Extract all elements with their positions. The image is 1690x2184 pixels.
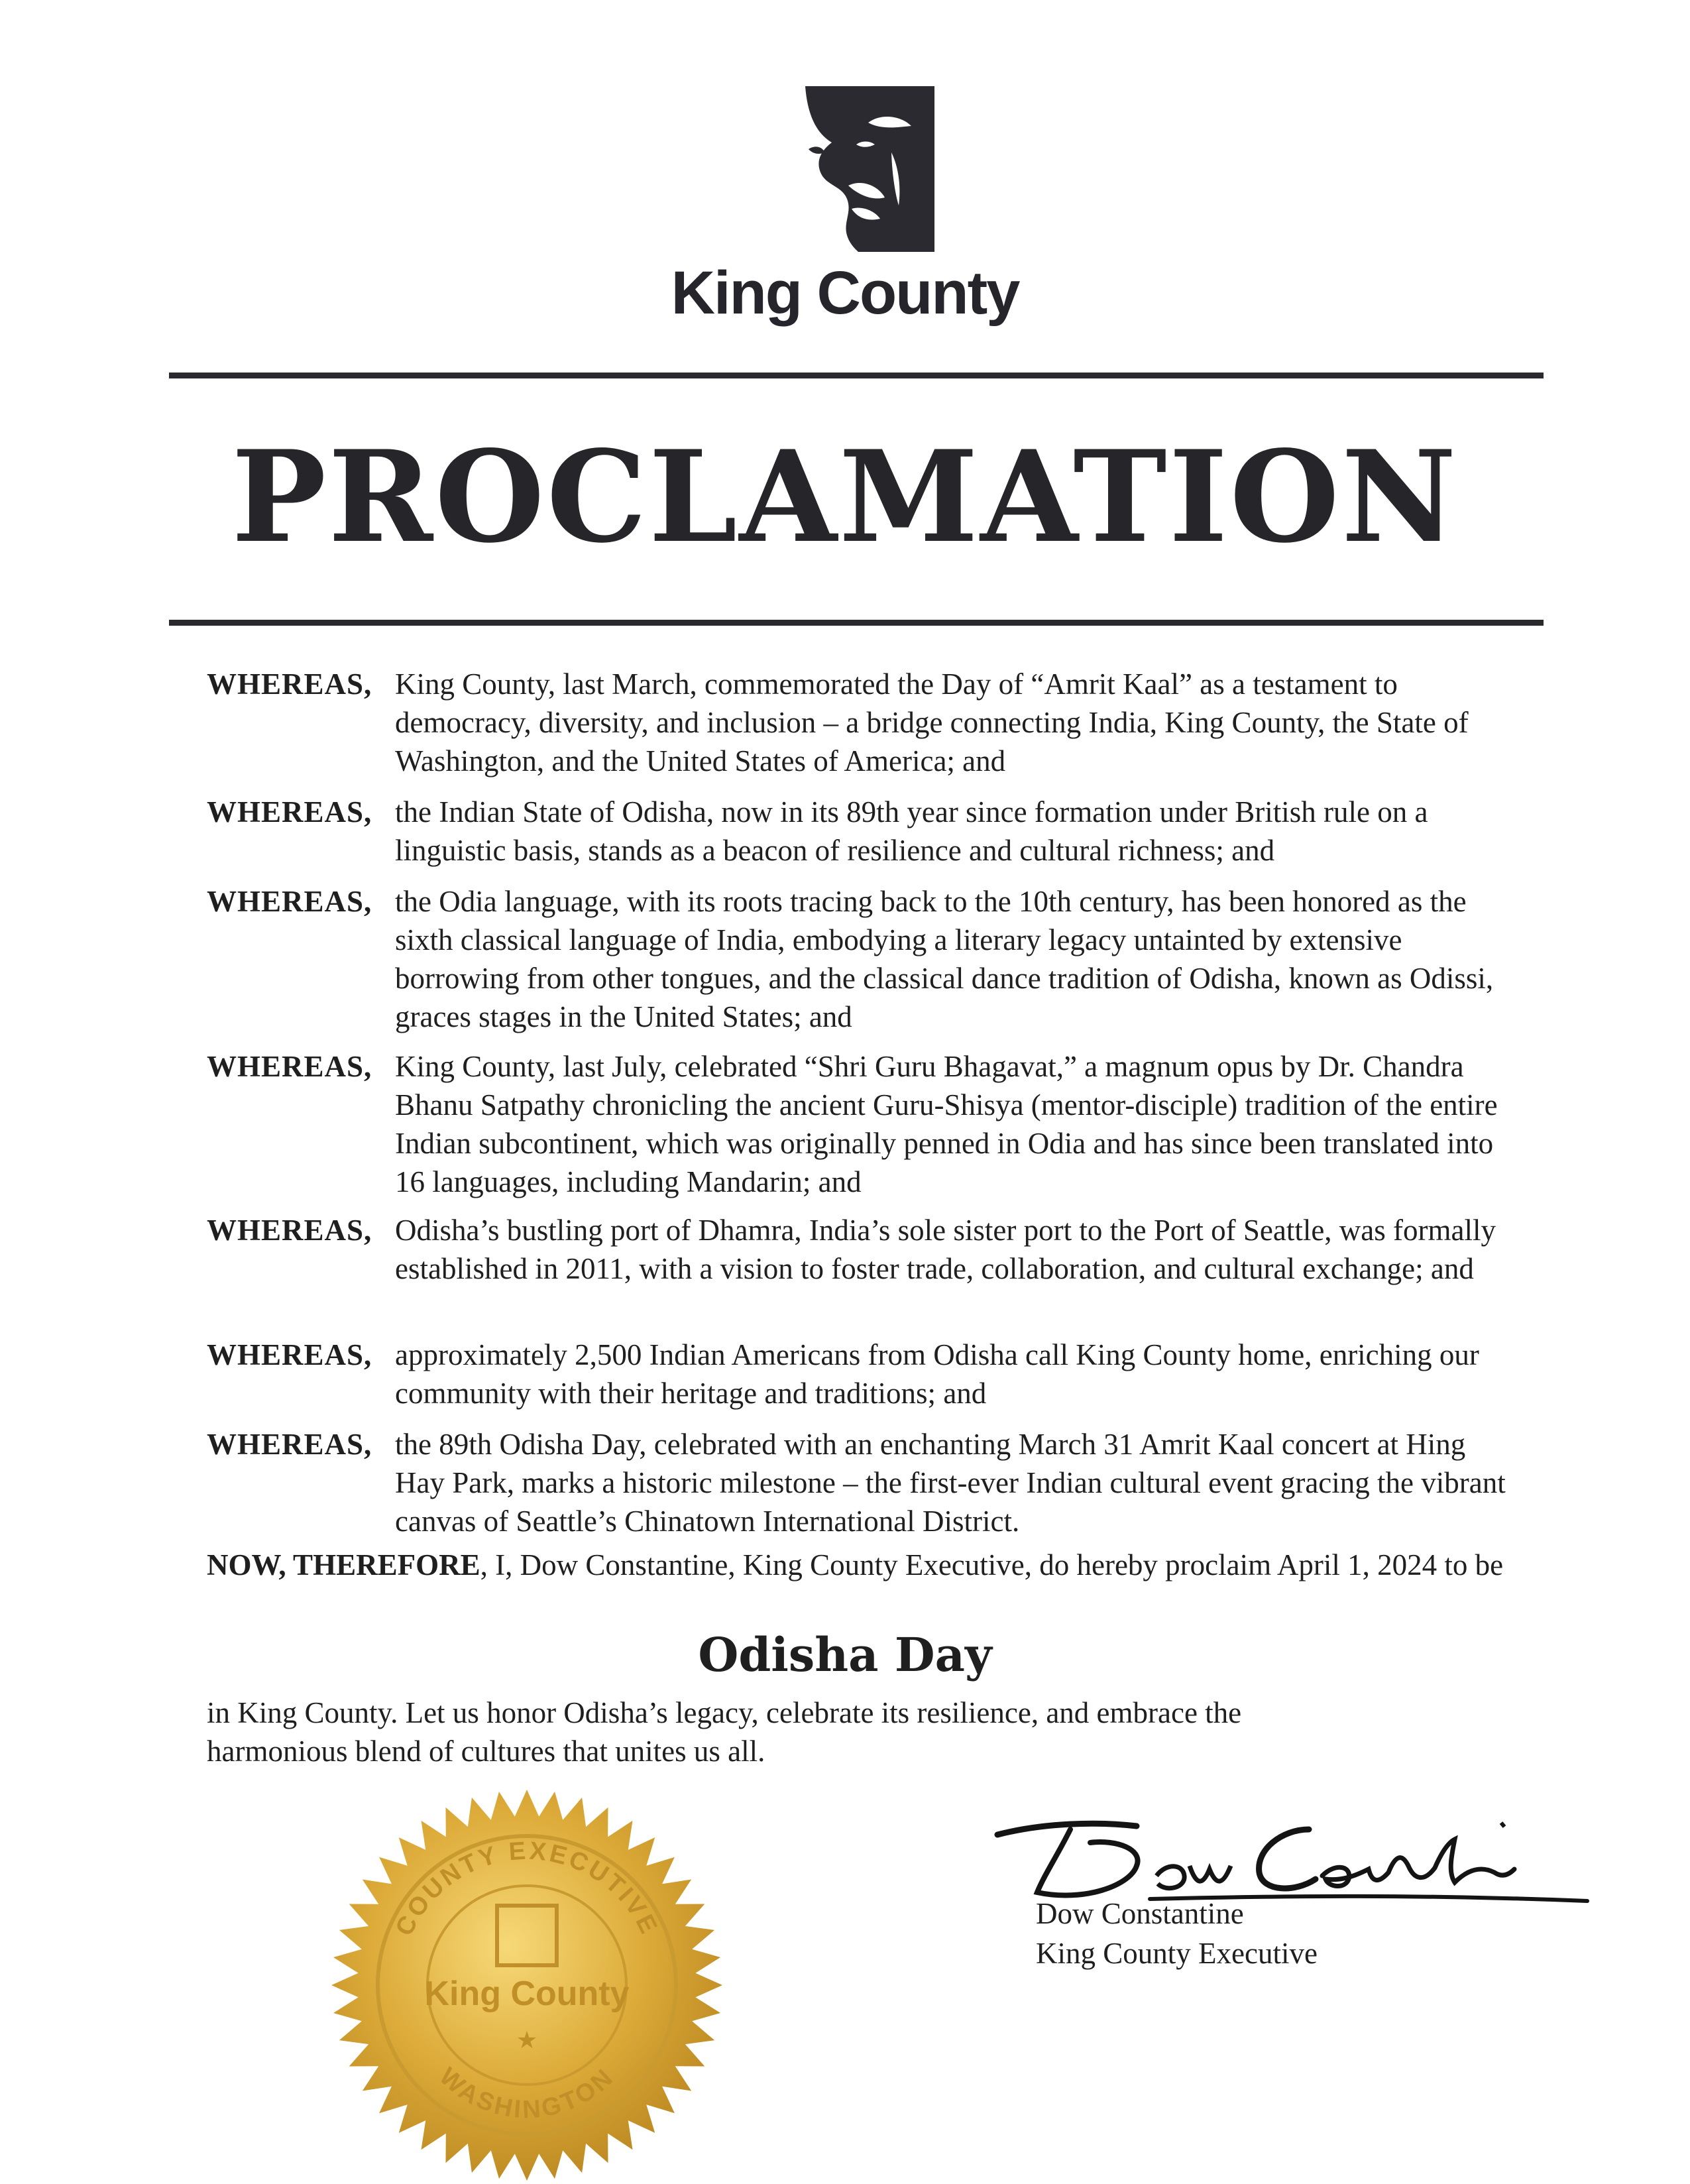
whereas-clause <box>207 793 1506 870</box>
whereas-keyword: WHEREAS, <box>207 1050 372 1083</box>
svg-text:★: ★ <box>516 2027 538 2054</box>
bottom-divider <box>169 620 1544 626</box>
whereas-text: the 89th Odisha Day, celebrated with an enchanting March 31 Amrit Kaal concert at Hing Hay Park, marks a historic milestone – the first-ever Indian cultural event gracing the vibrant canvas of Seattle’s Chinatown International District. <box>395 1428 1506 1538</box>
whereas-clause <box>207 1211 1506 1288</box>
whereas-text: approximately 2,500 Indian Americans from Odisha call King County home, enriching our community with their heritage and traditions; and <box>395 1338 1479 1410</box>
whereas-text: King County, last July, celebrated “Shri Guru Bhagavat,” a magnum opus by Dr. Chandra Bhanu Satpathy chronicling the ancient Guru-Shisya (mentor-disciple) tradition of the entire Indian subcontinent, which was originally penned in Odia and has since been translated into 16 languages, including Mandarin; and <box>395 1050 1498 1198</box>
now-therefore-keyword: NOW, THEREFORE <box>207 1548 480 1581</box>
whereas-clause <box>207 882 1506 1036</box>
whereas-text: Odisha’s bustling port of Dhamra, India’s sole sister port to the Port of Seattle, was formally established in 2011, with a vision to foster trade, collaboration, and cultural exchange; and <box>395 1214 1496 1285</box>
proclamation-text: , I, Dow Constantine, King County Executive, do hereby proclaim April 1, 2024 to be <box>480 1548 1504 1581</box>
seal-middle-text: King County <box>424 1975 630 2013</box>
seal-bottom-text: WASHINGTON <box>433 2062 620 2124</box>
whereas-keyword: WHEREAS, <box>207 667 372 701</box>
gold-seal-icon <box>328 1786 726 2184</box>
signer-name: Dow Constantine <box>1036 1897 1244 1930</box>
page-title: PROCLAMATION <box>231 423 1459 571</box>
whereas-keyword: WHEREAS, <box>207 1214 372 1247</box>
org-name: King County <box>671 259 1019 327</box>
whereas-clause <box>207 1425 1506 1540</box>
whereas-keyword: WHEREAS, <box>207 1338 372 1371</box>
whereas-clause <box>207 665 1506 780</box>
proclamation-statement <box>207 1546 1506 1584</box>
seal-top-text: COUNTY EXECUTIVE <box>390 1837 664 1941</box>
signature-icon <box>991 1803 1601 1909</box>
king-county-logo-icon <box>769 86 934 252</box>
closing-statement: in King County. Let us honor Odisha’s legacy, celebrate its resilience, and embrace the harmonious blend of cultures that unites us all. <box>207 1696 1242 1768</box>
signature-text: Dow Constantine <box>991 1803 995 1804</box>
whereas-text: King County, last March, commemorated the Day of “Amrit Kaal” as a testament to democracy, diversity, and inclusion – a bridge connecting India, King County, the State of Washington, and the United States of America; and <box>395 667 1469 777</box>
whereas-keyword: WHEREAS, <box>207 1428 372 1461</box>
day-title: Odisha Day <box>698 1627 992 1682</box>
whereas-text: the Odia language, with its roots tracing back to the 10th century, has been honored as the sixth classical language of India, embodying a literary legacy untainted by extensive borrowing from other tongues, and the classical dance tradition of Odisha, known as Odissi, graces stages in the United States; and <box>395 885 1494 1033</box>
whereas-keyword: WHEREAS, <box>207 795 372 829</box>
top-divider <box>169 373 1544 378</box>
whereas-text: the Indian State of Odisha, now in its 89th year since formation under British rule on a linguistic basis, stands as a beacon of resilience and cultural richness; and <box>395 795 1428 867</box>
whereas-clause <box>207 1047 1506 1201</box>
whereas-clause <box>207 1336 1506 1412</box>
signer-title: King County Executive <box>1036 1937 1318 1970</box>
whereas-keyword: WHEREAS, <box>207 885 372 918</box>
